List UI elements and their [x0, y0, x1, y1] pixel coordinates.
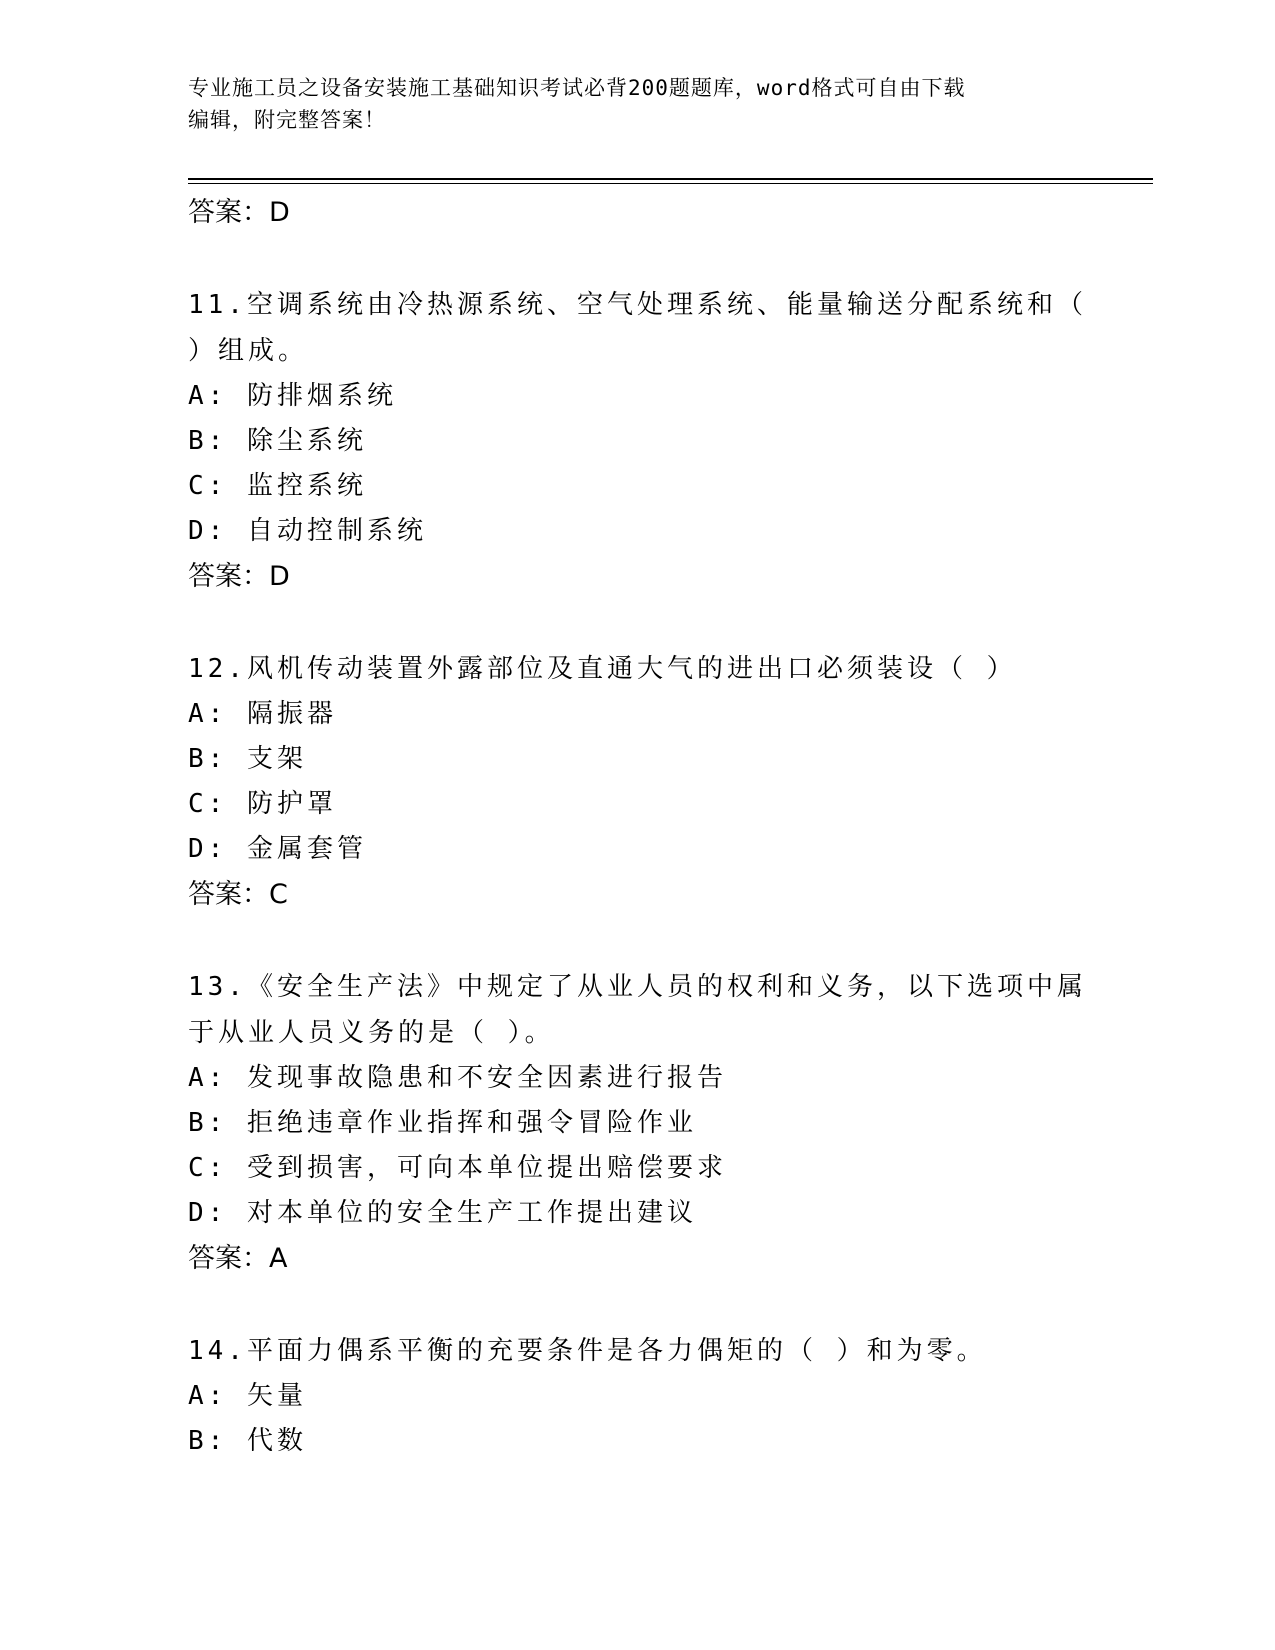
answer-option: C: 受到损害，可向本单位提出赔偿要求 — [188, 1153, 727, 1183]
spacer — [188, 1282, 1088, 1328]
answer-option: C: 防护罩 — [188, 789, 337, 819]
page-header — [188, 72, 1088, 136]
question-text: 14.平面力偶系平衡的充要条件是各力偶矩的（ ）和为零。 — [188, 1336, 987, 1366]
answer-line: 答案：C — [188, 879, 288, 910]
header-divider-thick — [188, 178, 1153, 180]
answer-option: A: 发现事故隐患和不安全因素进行报告 — [188, 1063, 727, 1093]
answer-line: 答案：D — [188, 197, 290, 228]
question-text: 11.空调系统由冷热源系统、空气处理系统、能量输送分配系统和（ ）组成。 — [188, 290, 1087, 366]
answer-option: A: 防排烟系统 — [188, 381, 397, 411]
answer-option: A: 隔振器 — [188, 699, 337, 729]
question-list — [188, 190, 1088, 1464]
answer-option: C: 监控系统 — [188, 471, 367, 501]
question-text: 13.《安全生产法》中规定了从业人员的权利和义务，以下选项中属于从业人员义务的是（ ）。 — [188, 972, 1087, 1048]
question-item — [188, 964, 1088, 1282]
answer-option: D: 自动控制系统 — [188, 516, 427, 546]
question-item — [188, 1328, 1088, 1464]
question-item — [188, 282, 1088, 600]
answer-option: D: 对本单位的安全生产工作提出建议 — [188, 1198, 697, 1228]
answer-option: B: 代数 — [188, 1426, 307, 1456]
spacer — [188, 236, 1088, 282]
document-title-line-2: 编辑，附完整答案！ — [188, 108, 386, 132]
answer-option: D: 金属套管 — [188, 834, 367, 864]
answer-option: B: 除尘系统 — [188, 426, 367, 456]
answer-option: B: 支架 — [188, 744, 307, 774]
question-item — [188, 646, 1088, 918]
document-title-line-1: 专业施工员之设备安装施工基础知识考试必背200题题库，word格式可自由下载 — [188, 76, 966, 100]
answer-line: 答案：A — [188, 1243, 288, 1274]
spacer — [188, 918, 1088, 964]
question-text: 12.风机传动装置外露部位及直通大气的进出口必须装设（ ） — [188, 654, 1017, 684]
answer-option: A: 矢量 — [188, 1381, 307, 1411]
header-divider-thin — [188, 183, 1153, 184]
answer-line: 答案：D — [188, 561, 290, 592]
spacer — [188, 600, 1088, 646]
answer-option: B: 拒绝违章作业指挥和强令冒险作业 — [188, 1108, 697, 1138]
